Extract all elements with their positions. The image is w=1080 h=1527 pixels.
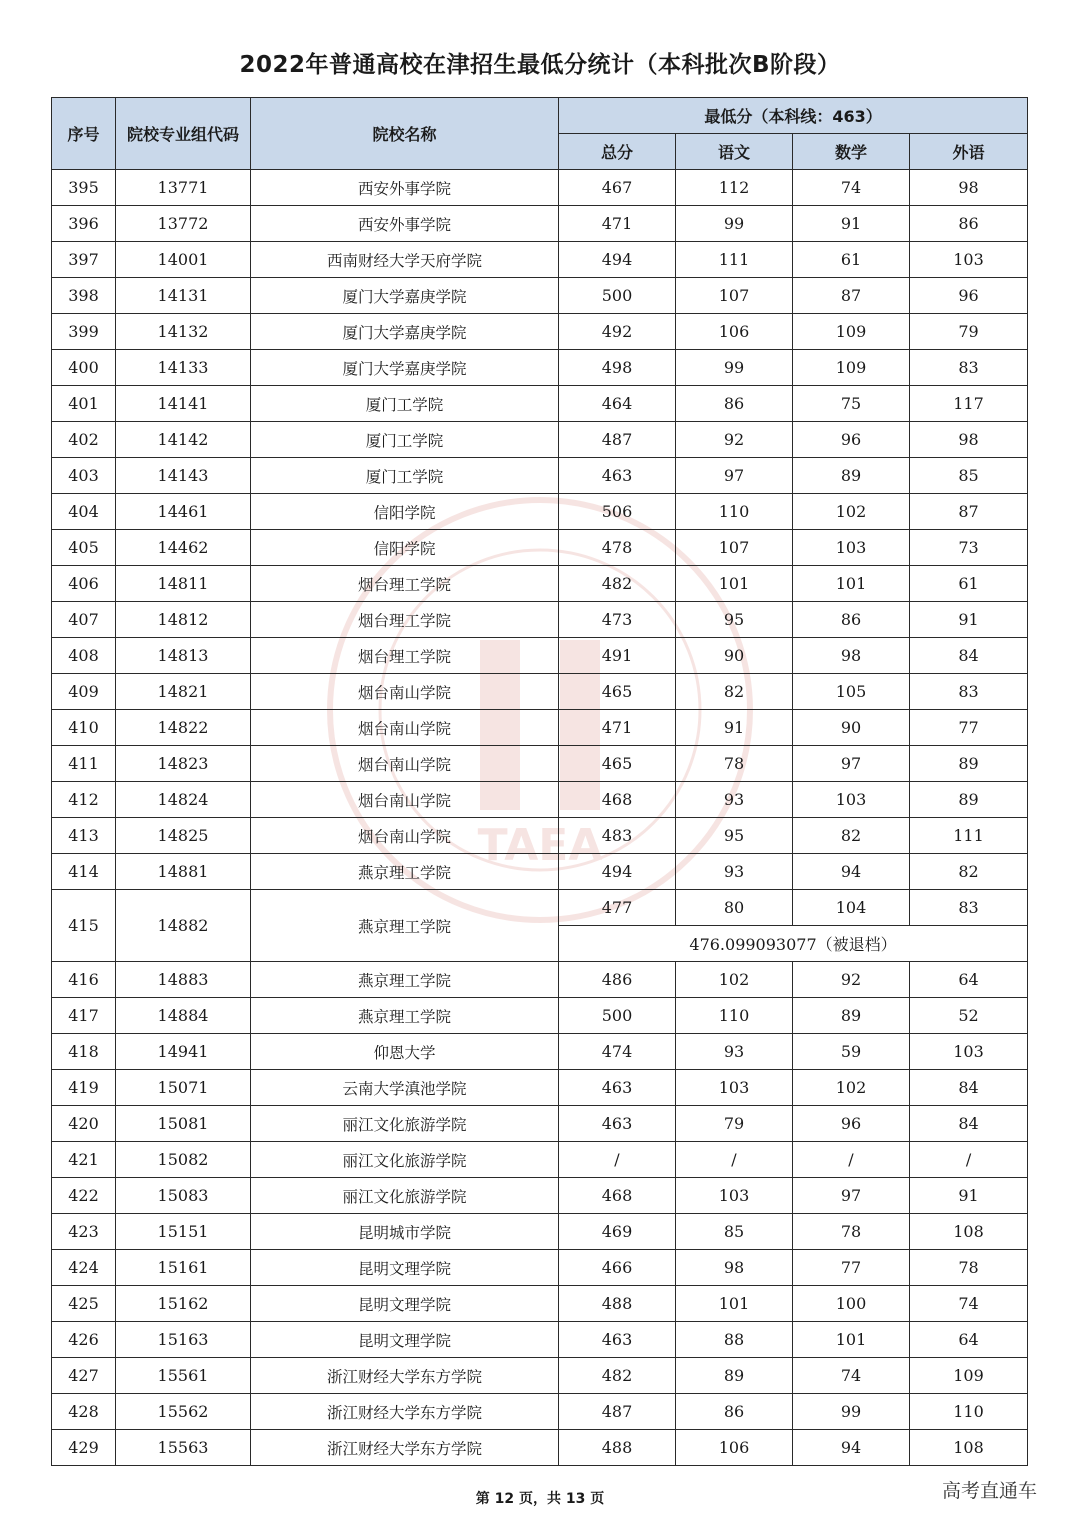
cell-foreign: 85 (910, 458, 1028, 494)
cell-code: 14132 (116, 314, 251, 350)
cell-foreign: 108 (910, 1214, 1028, 1250)
cell-seq: 409 (52, 674, 116, 710)
header-total: 总分 (559, 134, 676, 170)
cell-chinese: 86 (676, 1394, 793, 1430)
cell-total: 498 (559, 350, 676, 386)
cell-foreign: 83 (910, 890, 1028, 926)
cell-math: 74 (793, 1358, 910, 1394)
cell-math: 101 (793, 1322, 910, 1358)
cell-math: 74 (793, 170, 910, 206)
cell-seq: 398 (52, 278, 116, 314)
table-row (52, 530, 1028, 566)
cell-seq: 408 (52, 638, 116, 674)
cell-code: 14884 (116, 998, 251, 1034)
cell-total: 463 (559, 458, 676, 494)
cell-foreign: 64 (910, 962, 1028, 998)
cell-code: 15561 (116, 1358, 251, 1394)
cell-chinese: 88 (676, 1322, 793, 1358)
table-row (52, 386, 1028, 422)
cell-math: 102 (793, 494, 910, 530)
cell-math: 78 (793, 1214, 910, 1250)
cell-chinese: 85 (676, 1214, 793, 1250)
cell-name: 西南财经大学天府学院 (251, 242, 559, 278)
cell-chinese: 80 (676, 890, 793, 926)
table-row (52, 170, 1028, 206)
table-row (52, 674, 1028, 710)
cell-chinese: 112 (676, 170, 793, 206)
cell-seq: 396 (52, 206, 116, 242)
cell-chinese: 103 (676, 1178, 793, 1214)
cell-code: 15151 (116, 1214, 251, 1250)
cell-code: 13772 (116, 206, 251, 242)
cell-name: 厦门大学嘉庚学院 (251, 278, 559, 314)
table-row (52, 314, 1028, 350)
cell-chinese: 99 (676, 206, 793, 242)
cell-chinese: 101 (676, 566, 793, 602)
cell-foreign: 77 (910, 710, 1028, 746)
cell-code: 14823 (116, 746, 251, 782)
cell-seq: 402 (52, 422, 116, 458)
cell-chinese: 97 (676, 458, 793, 494)
cell-name: 燕京理工学院 (251, 890, 559, 962)
cell-foreign: 103 (910, 1034, 1028, 1070)
cell-code: 14821 (116, 674, 251, 710)
cell-total: 506 (559, 494, 676, 530)
table-row (52, 494, 1028, 530)
cell-name: 烟台南山学院 (251, 674, 559, 710)
brand-watermark: 高考直通车 (942, 1480, 1038, 1502)
cell-name: 烟台南山学院 (251, 782, 559, 818)
cell-code: 15071 (116, 1070, 251, 1106)
cell-math: 105 (793, 674, 910, 710)
cell-chinese: 107 (676, 278, 793, 314)
cell-math: 96 (793, 1106, 910, 1142)
cell-seq: 420 (52, 1106, 116, 1142)
cell-name: 燕京理工学院 (251, 998, 559, 1034)
cell-total: 500 (559, 998, 676, 1034)
cell-total: 483 (559, 818, 676, 854)
cell-total: 487 (559, 422, 676, 458)
cell-seq: 414 (52, 854, 116, 890)
cell-foreign: 83 (910, 674, 1028, 710)
cell-foreign: 84 (910, 638, 1028, 674)
table-row (52, 1106, 1028, 1142)
table-row (52, 566, 1028, 602)
cell-seq: 404 (52, 494, 116, 530)
table-row (52, 1142, 1028, 1178)
cell-foreign: 73 (910, 530, 1028, 566)
cell-foreign: 108 (910, 1430, 1028, 1466)
cell-chinese: 86 (676, 386, 793, 422)
table-row (52, 854, 1028, 890)
cell-seq: 416 (52, 962, 116, 998)
cell-foreign: 96 (910, 278, 1028, 314)
cell-name: 烟台南山学院 (251, 818, 559, 854)
cell-total: 482 (559, 1358, 676, 1394)
cell-math: 99 (793, 1394, 910, 1430)
cell-math: 89 (793, 998, 910, 1034)
cell-chinese: 89 (676, 1358, 793, 1394)
cell-math: 94 (793, 854, 910, 890)
table-row (52, 710, 1028, 746)
cell-name: 燕京理工学院 (251, 854, 559, 890)
cell-chinese: 79 (676, 1106, 793, 1142)
cell-code: 15562 (116, 1394, 251, 1430)
cell-total: 467 (559, 170, 676, 206)
cell-foreign: 91 (910, 602, 1028, 638)
table-row (52, 1070, 1028, 1106)
cell-seq: 429 (52, 1430, 116, 1466)
cell-math: 59 (793, 1034, 910, 1070)
cell-total: 468 (559, 782, 676, 818)
cell-chinese: 98 (676, 1250, 793, 1286)
cell-chinese: 111 (676, 242, 793, 278)
cell-math: 86 (793, 602, 910, 638)
cell-name: 云南大学滇池学院 (251, 1070, 559, 1106)
cell-seq: 424 (52, 1250, 116, 1286)
cell-chinese: 93 (676, 1034, 793, 1070)
score-table (51, 97, 1028, 1466)
table-row (52, 962, 1028, 998)
cell-math: 103 (793, 530, 910, 566)
cell-foreign: 78 (910, 1250, 1028, 1286)
header-min-score: 最低分（本科线：463） (559, 98, 1028, 134)
cell-foreign: 83 (910, 350, 1028, 386)
cell-math: 94 (793, 1430, 910, 1466)
cell-chinese: 110 (676, 998, 793, 1034)
cell-chinese: 90 (676, 638, 793, 674)
cell-total: 464 (559, 386, 676, 422)
cell-name: 丽江文化旅游学院 (251, 1142, 559, 1178)
cell-math: 75 (793, 386, 910, 422)
cell-seq: 425 (52, 1286, 116, 1322)
cell-total: 486 (559, 962, 676, 998)
cell-chinese: 102 (676, 962, 793, 998)
cell-foreign: 52 (910, 998, 1028, 1034)
cell-chinese: 101 (676, 1286, 793, 1322)
table-row (52, 890, 1028, 926)
cell-total: 488 (559, 1286, 676, 1322)
cell-name: 信阳学院 (251, 494, 559, 530)
cell-name: 烟台理工学院 (251, 566, 559, 602)
cell-code: 14881 (116, 854, 251, 890)
cell-foreign: 98 (910, 170, 1028, 206)
cell-foreign: 64 (910, 1322, 1028, 1358)
cell-code: 15082 (116, 1142, 251, 1178)
cell-name: 厦门工学院 (251, 458, 559, 494)
cell-chinese: 106 (676, 1430, 793, 1466)
cell-chinese: 82 (676, 674, 793, 710)
cell-total: 471 (559, 206, 676, 242)
cell-seq: 406 (52, 566, 116, 602)
cell-name: 烟台理工学院 (251, 602, 559, 638)
cell-seq: 405 (52, 530, 116, 566)
cell-name: 昆明文理学院 (251, 1286, 559, 1322)
cell-seq: 413 (52, 818, 116, 854)
cell-foreign: 79 (910, 314, 1028, 350)
cell-code: 14131 (116, 278, 251, 314)
cell-seq: 422 (52, 1178, 116, 1214)
cell-code: 14141 (116, 386, 251, 422)
cell-code: 14883 (116, 962, 251, 998)
cell-name: 仰恩大学 (251, 1034, 559, 1070)
cell-foreign: 111 (910, 818, 1028, 854)
cell-math: 97 (793, 1178, 910, 1214)
table-row (52, 1430, 1028, 1466)
cell-total: 494 (559, 242, 676, 278)
cell-seq: 427 (52, 1358, 116, 1394)
table-row (52, 782, 1028, 818)
cell-seq: 410 (52, 710, 116, 746)
cell-total: 469 (559, 1214, 676, 1250)
cell-total: 463 (559, 1070, 676, 1106)
cell-chinese: 107 (676, 530, 793, 566)
cell-foreign: 103 (910, 242, 1028, 278)
table-row (52, 638, 1028, 674)
cell-foreign: 109 (910, 1358, 1028, 1394)
cell-seq: 415 (52, 890, 116, 962)
cell-math: 96 (793, 422, 910, 458)
cell-code: 14882 (116, 890, 251, 962)
cell-total: 473 (559, 602, 676, 638)
cell-code: 14133 (116, 350, 251, 386)
cell-code: 14813 (116, 638, 251, 674)
cell-total: 466 (559, 1250, 676, 1286)
cell-name: 烟台南山学院 (251, 710, 559, 746)
cell-seq: 412 (52, 782, 116, 818)
cell-name: 昆明文理学院 (251, 1250, 559, 1286)
cell-seq: 418 (52, 1034, 116, 1070)
cell-code: 14825 (116, 818, 251, 854)
cell-chinese: 99 (676, 350, 793, 386)
table-row (52, 746, 1028, 782)
cell-seq: 403 (52, 458, 116, 494)
cell-foreign: 86 (910, 206, 1028, 242)
cell-foreign: 82 (910, 854, 1028, 890)
cell-math: 98 (793, 638, 910, 674)
cell-code: 15161 (116, 1250, 251, 1286)
table-body (52, 170, 1028, 1466)
table-row (52, 458, 1028, 494)
cell-total: 491 (559, 638, 676, 674)
cell-seq: 397 (52, 242, 116, 278)
cell-math: 61 (793, 242, 910, 278)
cell-chinese: 78 (676, 746, 793, 782)
header-chinese: 语文 (676, 134, 793, 170)
cell-total: 478 (559, 530, 676, 566)
cell-total: 482 (559, 566, 676, 602)
table-row (52, 242, 1028, 278)
cell-total: 500 (559, 278, 676, 314)
seal-text: TAEA (477, 820, 603, 871)
cell-seq: 407 (52, 602, 116, 638)
cell-name: 厦门大学嘉庚学院 (251, 314, 559, 350)
cell-foreign: 117 (910, 386, 1028, 422)
cell-total: 471 (559, 710, 676, 746)
cell-math: 109 (793, 314, 910, 350)
cell-total: 463 (559, 1322, 676, 1358)
cell-foreign: 98 (910, 422, 1028, 458)
cell-code: 14001 (116, 242, 251, 278)
cell-code: 14811 (116, 566, 251, 602)
cell-total: 477 (559, 890, 676, 926)
cell-chinese: 93 (676, 782, 793, 818)
table-row (52, 818, 1028, 854)
cell-name: 西安外事学院 (251, 170, 559, 206)
cell-foreign: 89 (910, 746, 1028, 782)
cell-name: 厦门大学嘉庚学院 (251, 350, 559, 386)
cell-name: 浙江财经大学东方学院 (251, 1358, 559, 1394)
cell-foreign: 74 (910, 1286, 1028, 1322)
cell-foreign: 110 (910, 1394, 1028, 1430)
cell-total: 465 (559, 746, 676, 782)
cell-math: 97 (793, 746, 910, 782)
cell-seq: 399 (52, 314, 116, 350)
cell-name: 厦门工学院 (251, 386, 559, 422)
cell-note: 476.099093077（被退档） (559, 926, 1028, 962)
header-name: 院校名称 (251, 98, 559, 170)
cell-seq: 401 (52, 386, 116, 422)
table-row (52, 1178, 1028, 1214)
table-row (52, 1322, 1028, 1358)
cell-chinese: 103 (676, 1070, 793, 1106)
cell-math: 77 (793, 1250, 910, 1286)
table-row (52, 998, 1028, 1034)
cell-total: / (559, 1142, 676, 1178)
cell-foreign: 91 (910, 1178, 1028, 1214)
cell-seq: 417 (52, 998, 116, 1034)
cell-seq: 428 (52, 1394, 116, 1430)
cell-math: 91 (793, 206, 910, 242)
cell-code: 15563 (116, 1430, 251, 1466)
cell-name: 烟台理工学院 (251, 638, 559, 674)
cell-name: 丽江文化旅游学院 (251, 1106, 559, 1142)
table-row (52, 1250, 1028, 1286)
cell-code: 15163 (116, 1322, 251, 1358)
cell-code: 14462 (116, 530, 251, 566)
cell-math: 103 (793, 782, 910, 818)
table-row (52, 350, 1028, 386)
cell-name: 西安外事学院 (251, 206, 559, 242)
page-title: 2022年普通高校在津招生最低分统计（本科批次B阶段） (239, 52, 841, 78)
cell-name: 烟台南山学院 (251, 746, 559, 782)
cell-name: 厦门工学院 (251, 422, 559, 458)
cell-code: 13771 (116, 170, 251, 206)
cell-total: 474 (559, 1034, 676, 1070)
cell-math: 90 (793, 710, 910, 746)
header-math: 数学 (793, 134, 910, 170)
table-row (52, 1358, 1028, 1394)
cell-code: 15083 (116, 1178, 251, 1214)
cell-total: 468 (559, 1178, 676, 1214)
cell-chinese: / (676, 1142, 793, 1178)
cell-total: 487 (559, 1394, 676, 1430)
cell-total: 488 (559, 1430, 676, 1466)
cell-math: 89 (793, 458, 910, 494)
cell-math: 104 (793, 890, 910, 926)
cell-code: 14461 (116, 494, 251, 530)
cell-code: 14822 (116, 710, 251, 746)
cell-code: 14812 (116, 602, 251, 638)
cell-seq: 421 (52, 1142, 116, 1178)
cell-foreign: 84 (910, 1070, 1028, 1106)
header-code: 院校专业组代码 (116, 98, 251, 170)
table-row (52, 1034, 1028, 1070)
table-row (52, 1286, 1028, 1322)
header-foreign: 外语 (910, 134, 1028, 170)
cell-code: 14142 (116, 422, 251, 458)
cell-math: 101 (793, 566, 910, 602)
cell-seq: 419 (52, 1070, 116, 1106)
cell-math: 92 (793, 962, 910, 998)
cell-seq: 423 (52, 1214, 116, 1250)
cell-total: 465 (559, 674, 676, 710)
cell-name: 丽江文化旅游学院 (251, 1178, 559, 1214)
page-footer: 第 12 页，共 13 页 (475, 1491, 605, 1507)
cell-math: 87 (793, 278, 910, 314)
cell-code: 14941 (116, 1034, 251, 1070)
cell-chinese: 110 (676, 494, 793, 530)
cell-total: 494 (559, 854, 676, 890)
cell-chinese: 106 (676, 314, 793, 350)
cell-math: 109 (793, 350, 910, 386)
cell-name: 昆明文理学院 (251, 1322, 559, 1358)
cell-seq: 395 (52, 170, 116, 206)
cell-chinese: 93 (676, 854, 793, 890)
cell-total: 492 (559, 314, 676, 350)
cell-chinese: 91 (676, 710, 793, 746)
table-row (52, 602, 1028, 638)
cell-chinese: 92 (676, 422, 793, 458)
cell-code: 15162 (116, 1286, 251, 1322)
cell-name: 燕京理工学院 (251, 962, 559, 998)
header-seq: 序号 (52, 98, 116, 170)
cell-math: 100 (793, 1286, 910, 1322)
table-row (52, 1394, 1028, 1430)
cell-foreign: 61 (910, 566, 1028, 602)
table-row (52, 422, 1028, 458)
table-row (52, 278, 1028, 314)
cell-name: 昆明城市学院 (251, 1214, 559, 1250)
cell-seq: 400 (52, 350, 116, 386)
cell-math: 82 (793, 818, 910, 854)
cell-math: 102 (793, 1070, 910, 1106)
table-row (52, 206, 1028, 242)
cell-name: 信阳学院 (251, 530, 559, 566)
cell-total: 463 (559, 1106, 676, 1142)
cell-code: 14824 (116, 782, 251, 818)
cell-name: 浙江财经大学东方学院 (251, 1394, 559, 1430)
cell-foreign: 87 (910, 494, 1028, 530)
table-row (52, 1214, 1028, 1250)
cell-code: 15081 (116, 1106, 251, 1142)
cell-seq: 426 (52, 1322, 116, 1358)
cell-chinese: 95 (676, 818, 793, 854)
cell-math: / (793, 1142, 910, 1178)
cell-chinese: 95 (676, 602, 793, 638)
cell-foreign: 84 (910, 1106, 1028, 1142)
cell-seq: 411 (52, 746, 116, 782)
cell-name: 浙江财经大学东方学院 (251, 1430, 559, 1466)
cell-foreign: / (910, 1142, 1028, 1178)
cell-code: 14143 (116, 458, 251, 494)
cell-foreign: 89 (910, 782, 1028, 818)
